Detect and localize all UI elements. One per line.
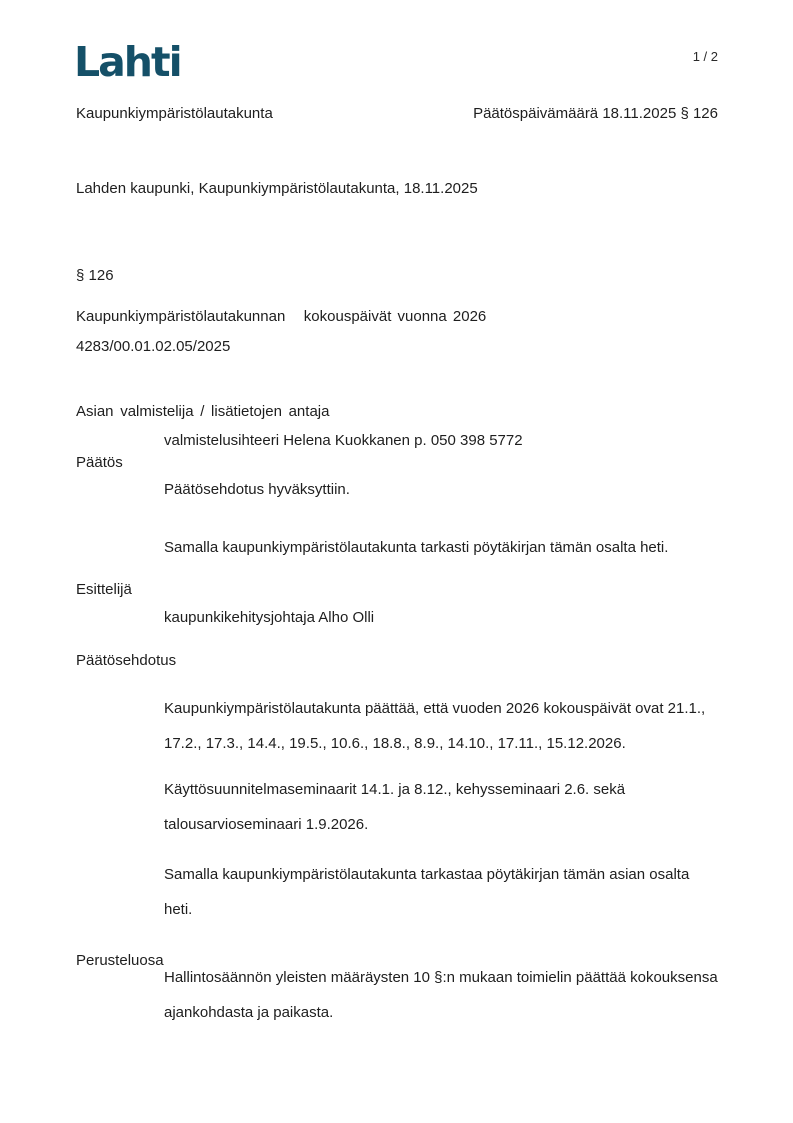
paragraph-proposal-1-line-2: 17.2., 17.3., 14.4., 19.5., 10.6., 18.8., 8.9., 14.10., 17.11., 15.12.2026. xyxy=(164,735,626,752)
paragraph-proposal-3-line-1: Samalla kaupunkiympäristölautakunta tarkastaa pöytäkirjan tämän asian osalta xyxy=(164,866,690,883)
section-heading-proposal: Päätösehdotus xyxy=(76,652,177,669)
paragraph-proposal-1 xyxy=(164,691,705,761)
section-heading-presenter: Esittelijä xyxy=(76,581,132,598)
header-decision-date: Päätöspäivämäärä 18.11.2025 § 126 xyxy=(473,105,718,122)
paragraph-rationale-line-1: Hallintosäännön yleisten määräysten 10 §:n mukaan toimielin päättää kokouksensa xyxy=(164,969,718,986)
paragraph-decision-1: Päätösehdotus hyväksyttiin. xyxy=(164,481,350,498)
section-heading-rationale: Perusteluosa xyxy=(76,952,164,969)
paragraph-rationale-line-2: ajankohdasta ja paikasta. xyxy=(164,1004,334,1021)
case-title: Kaupunkiympäristölautakunnan kokouspäivät vuonna 2026 xyxy=(76,308,487,325)
section-mark: § 126 xyxy=(76,267,114,284)
lahti-logo: Lahti xyxy=(74,38,181,86)
section-heading-preparer: Asian valmistelija / lisätietojen antaja xyxy=(76,403,330,420)
section-heading-decision: Päätös xyxy=(76,454,123,471)
paragraph-proposal-2-line-2: talousarvioseminaari 1.9.2026. xyxy=(164,816,369,833)
diary-number: 4283/00.01.02.05/2025 xyxy=(76,338,231,355)
paragraph-proposal-1-line-1: Kaupunkiympäristölautakunta päättää, että vuoden 2026 kokouspäivät ovat 21.1., xyxy=(164,700,706,717)
paragraph-rationale xyxy=(164,960,718,1030)
page-number: 1 / 2 xyxy=(692,49,718,64)
paragraph-decision-2: Samalla kaupunkiympäristölautakunta tarkasti pöytäkirjan tämän osalta heti. xyxy=(164,539,669,556)
paragraph-presenter: kaupunkikehitysjohtaja Alho Olli xyxy=(164,609,375,626)
paragraph-proposal-3 xyxy=(164,857,689,927)
header-committee: Kaupunkiympäristölautakunta xyxy=(76,105,273,122)
paragraph-proposal-2 xyxy=(164,772,625,842)
paragraph-preparer: valmistelusihteeri Helena Kuokkanen p. 050 398 5772 xyxy=(164,432,523,449)
intro-line: Lahden kaupunki, Kaupunkiympäristölautakunta, 18.11.2025 xyxy=(76,180,478,197)
paragraph-proposal-2-line-1: Käyttösuunnitelmaseminaarit 14.1. ja 8.12., kehysseminaari 2.6. sekä xyxy=(164,781,626,798)
paragraph-proposal-3-line-2: heti. xyxy=(164,901,193,918)
